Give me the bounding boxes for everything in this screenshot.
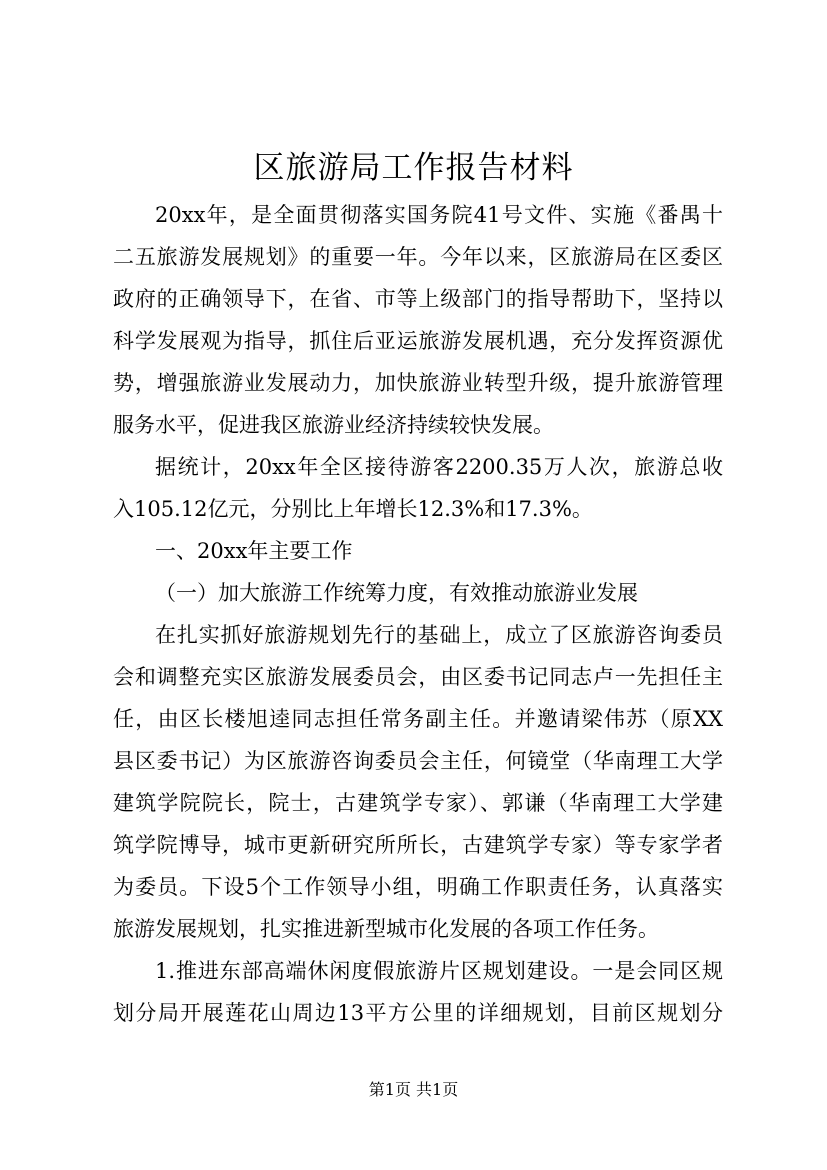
body-line-11: 在扎实抓好旅游规划先行的基础上，成立了区旅游咨询委员 [155, 623, 723, 647]
body-line-1: 20xx年，是全面贯彻落实国务院41号文件、实施《番禺十 [155, 203, 723, 227]
subsection-heading: （一）加大旅游工作统筹力度，有效推动旅游业发展 [155, 581, 638, 605]
body-line-19: 1.推进东部高端休闲度假旅游片区规划建设。一是会同区规 [155, 959, 723, 983]
body-line-7: 据统计，20xx年全区接待游客2200.35万人次，旅游总收 [155, 455, 723, 479]
body-line-13: 任，由区长楼旭逵同志担任常务副主任。并邀请梁伟苏（原XX [113, 707, 723, 731]
page-title: 区旅游局工作报告材料 [253, 150, 574, 186]
body-line-3: 政府的正确领导下，在省、市等上级部门的指导帮助下，坚持以 [113, 287, 723, 311]
body-line-14: 县区委书记）为区旅游咨询委员会主任，何镜堂（华南理工大学 [113, 749, 723, 773]
body-line-4: 科学发展观为指导，抓住后亚运旅游发展机遇，充分发挥资源优 [113, 329, 723, 353]
body-line-20: 划分局开展莲花山周边13平方公里的详细规划，目前区规划分 [113, 1001, 723, 1025]
body-line-6: 服务水平，促进我区旅游业经济持续较快发展。 [113, 413, 554, 437]
page-footer: 第1页 共1页 [368, 1080, 459, 1099]
body-line-8: 入105.12亿元，分别比上年增长12.3%和17.3%。 [113, 497, 593, 521]
body-line-15: 建筑学院院长，院士，古建筑学专家）、郭谦（华南理工大学建 [113, 791, 723, 815]
body-line-12: 会和调整充实区旅游发展委员会，由区委书记同志卢一先担任主 [113, 665, 723, 689]
body-line-18: 旅游发展规划，扎实推进新型城市化发展的各项工作任务。 [113, 917, 659, 941]
section-heading: 一、20xx年主要工作 [155, 539, 353, 563]
body-line-16: 筑学院博导，城市更新研究所所长，古建筑学专家）等专家学者 [113, 833, 723, 857]
body-line-17: 为委员。下设5个工作领导小组，明确工作职责任务，认真落实 [113, 875, 723, 899]
body-line-5: 势，增强旅游业发展动力，加快旅游业转型升级，提升旅游管理 [113, 371, 723, 395]
body-line-2: 二五旅游发展规划》的重要一年。今年以来，区旅游局在区委区 [113, 245, 723, 269]
